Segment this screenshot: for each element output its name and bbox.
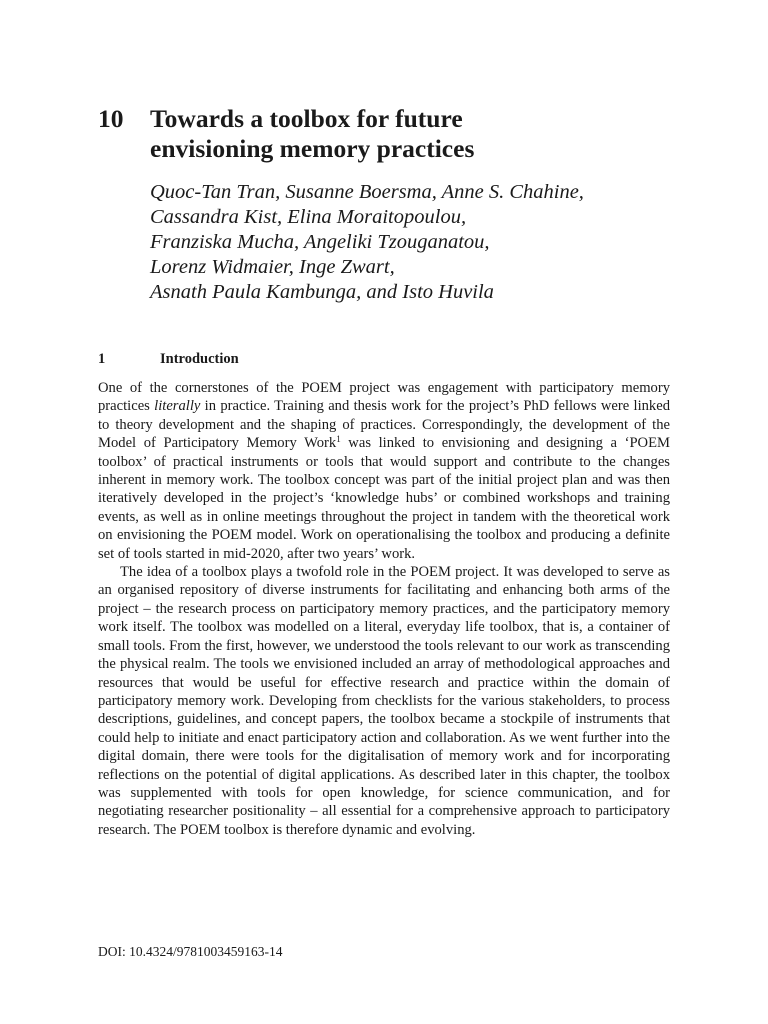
section-heading xyxy=(98,350,670,368)
paragraph-1-part1: One of the cornerstones of the POEM project was engagement with participatory memory practices xyxy=(98,380,670,415)
section-title: Introduction xyxy=(160,351,239,367)
author-line: Franziska Mucha, Angeliki Tzouganatou, xyxy=(150,231,490,253)
author-line: Asnath Paula Kambunga, and Isto Huvila xyxy=(150,281,494,303)
chapter-title-line2: envisioning memory practices xyxy=(150,134,475,163)
author-list xyxy=(150,180,670,305)
chapter-number: 10 xyxy=(98,104,124,133)
doi-footer: DOI: 10.4324/9781003459163-14 xyxy=(98,944,283,959)
page-content xyxy=(98,104,670,839)
paragraph-2: The idea of a toolbox plays a twofold role in the POEM project. It was developed to serve as an organised repository of diverse instruments for facilitating and enhancing both arms of the project – the research process on participatory memory practices, and the participatory memory work itself. The toolbox was modelled on a literal, everyday life toolbox, that is, a container of small tools. From the first, however, we understood the tools relevant to our work as transcending the physical realm. The tools we envisioned included an array of methodological approaches and resources that would be useful for effective research and practice within the domain of participatory memory work. Developing from checklists for the various stakeholders, to process descriptions, guidelines, and concept papers, the toolbox became a stockpile of instruments that could help to initiate and enact participatory action and collaboration. As we went further into the digital domain, there were tools for the digitalisation of memory work and for incorporating reflections on the potential of digital applications. As described later in this chapter, the toolbox was supplemented with tools for open knowledge, for science communication, and for negotiating researcher positionality – all essential for a comprehensive approach to participatory research. The POEM toolbox is therefore dynamic and evolving. xyxy=(98,564,670,838)
paragraph-1-part3: was linked to envisioning and designing a ‘POEM toolbox’ of practical instruments or tools that would support and contribute to the changes inherent in memory work. The toolbox concept was part of the initial project plan and was then iteratively developed in the project’s ‘knowledge hubs’ or combined workshops and training events, as well as in online meetings throughout the project in tandem with the theoretical work on envisioning the POEM model. Work on operationalising the toolbox and producing a definite set of tools started in mid-2020, after two years’ work. xyxy=(98,435,670,562)
paragraph-1-part2: in practice. Training and thesis work for the project’s PhD fellows were linked to theory development and the shaping of practices. Correspondingly, the development of the Model of Participatory Memory Work xyxy=(98,398,670,452)
chapter-title xyxy=(150,104,650,164)
author-line: Cassandra Kist, Elina Moraitopoulou, xyxy=(150,206,467,228)
author-line: Lorenz Widmaier, Inge Zwart, xyxy=(150,256,395,278)
emphasis-literally: literally xyxy=(154,398,201,415)
chapter-heading xyxy=(98,104,670,164)
chapter-title-line1: Towards a toolbox for future xyxy=(150,104,463,133)
author-line: Quoc-Tan Tran, Susanne Boersma, Anne S. Chahine, xyxy=(150,181,584,203)
section-number: 1 xyxy=(98,351,106,367)
paragraph-1 xyxy=(98,379,670,563)
body-text xyxy=(98,379,670,839)
footnote-marker[interactable]: 1 xyxy=(336,434,341,445)
